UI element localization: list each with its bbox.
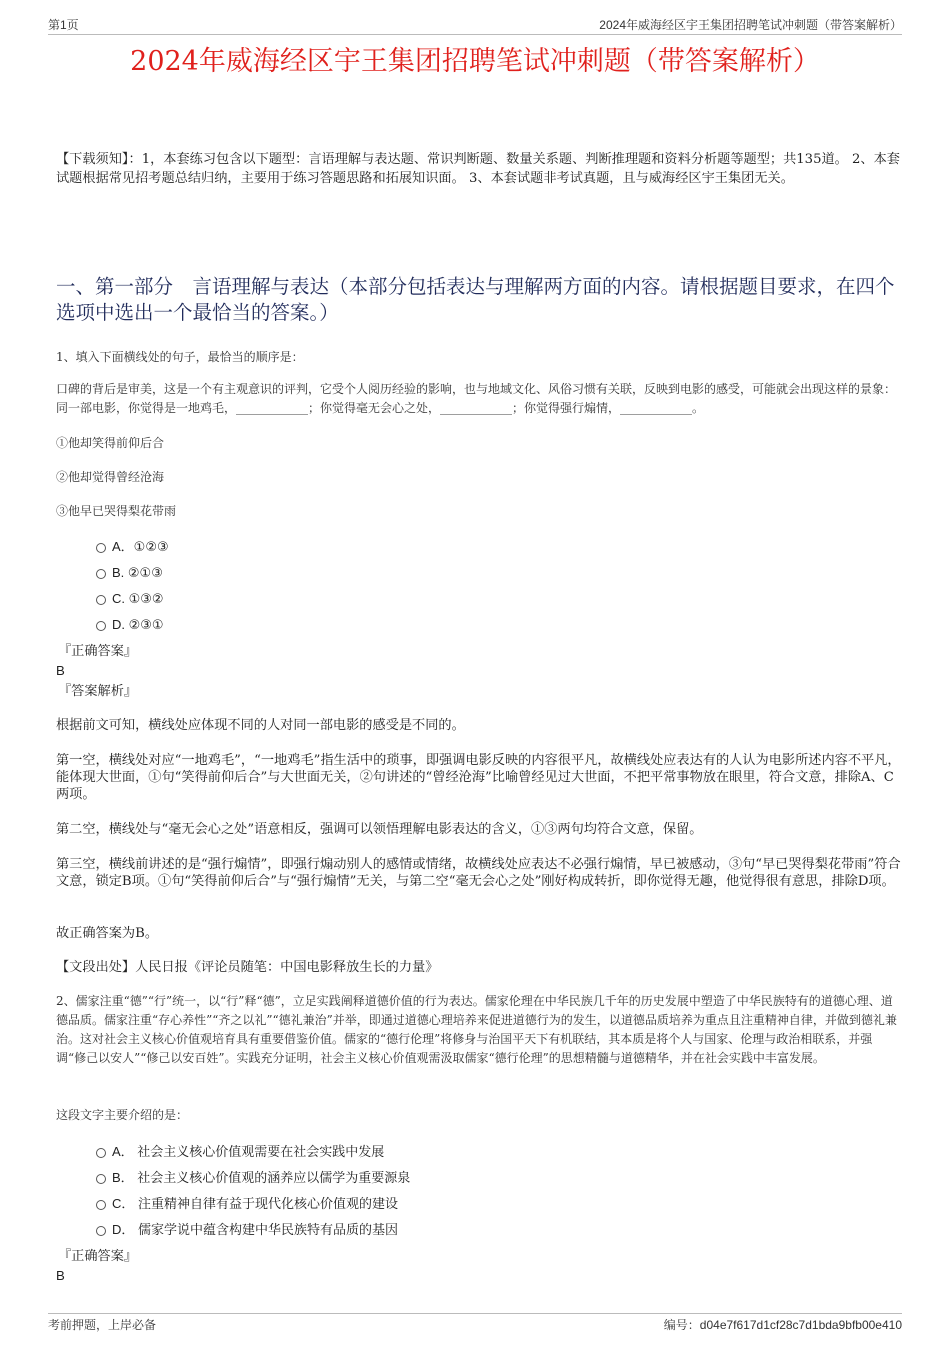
- q1-answer: B: [56, 663, 65, 678]
- q2-option-c[interactable]: C． 注重精神自律有益于现代化核心价值观的建设: [96, 1195, 398, 1214]
- q1-source: 【文段出处】人民日报《评论员随笔：中国电影释放生长的力量》: [56, 960, 439, 975]
- question-1-passage: 口碑的背后是审美，这是一个有主观意识的评判，它受个人阅历经验的影响，也与地域文化、风俗习惯有关联，反映到电影的感受，可能就会出现这样的景象：同一部电影，你觉得是一地鸡毛，____________；你觉得毫无会心之处，____________；你觉得强行煽情，____________。: [56, 382, 897, 415]
- q1-option-d[interactable]: D. ②③①: [96, 616, 164, 635]
- page-number: 第1页: [48, 18, 79, 32]
- q2-option-d[interactable]: D． 儒家学说中蕴含构建中华民族特有品质的基因: [96, 1221, 398, 1240]
- footer-serial: 编号：d04e7f617d1cf28c7d1bda9bfb00e410: [663, 1318, 902, 1332]
- radio-icon[interactable]: [96, 1200, 106, 1210]
- section-heading: 一、第一部分 言语理解与表达（本部分包括表达与理解两方面的内容。请根据题目要求，在四个选项中选出一个最恰当的答案。）: [56, 275, 895, 324]
- q1-option-c[interactable]: C. ①③②: [96, 590, 164, 609]
- question-2-question: 这段文字主要介绍的是：: [56, 1108, 189, 1122]
- question-2-stem: 2、儒家注重“德”“行”统一，以“行”释“德”，立足实践阐释道德价值的行为表达。儒家伦理在中华民族几千年的历史发展中塑造了中华民族特有的道德心理、道德品质。儒家注重“存心养性”“齐之以礼”“德礼兼治”并举，即通过道德心理培养来促进道德行为的发生，以道德品质培养为重点且注重精神自律，并做到德礼兼治。这对社会主义核心价值观培育具有重要借鉴价值。儒家的“德行伦理”将修身与治国平天下有机联结，其本质是将个人与国家、伦理与政治相联系，并强调“修己以安人”“修己以安百姓”。实践充分证明，社会主义核心价值观需汲取儒家“德行伦理”的思想精髓与道德精华，并在社会实践中丰富发展。: [56, 994, 897, 1065]
- radio-icon[interactable]: [96, 1174, 106, 1184]
- document-title: 2024年威海经区宇王集团招聘笔试冲刺题（带答案解析）: [130, 46, 820, 77]
- radio-icon[interactable]: [96, 1148, 106, 1158]
- q2-answer: B: [56, 1268, 65, 1283]
- question-1-item-3: ③他早已哭得梨花带雨: [56, 504, 177, 518]
- question-1-stem: 1、填入下面横线处的句子，最恰当的顺序是：: [56, 350, 304, 364]
- q1-analysis-p1: 根据前文可知，横线处应体现不同的人对同一部电影的感受是不同的。: [56, 718, 465, 733]
- page-header: [48, 14, 902, 35]
- q1-analysis-p2: 第一空，横线处对应“一地鸡毛”，“一地鸡毛”指生活中的琐事，即强调电影反映的内容很平凡，故横线处应表达有的人认为电影所述内容不平凡，能体现大世面，①句“笑得前仰后合”与大世面无关，②句讲述的“曾经沧海”比喻曾经见过大世面，不把平常事物放在眼里，符合文意，排除A、C两项。: [56, 753, 901, 802]
- q1-analysis-p4: 第三空，横线前讲述的是“强行煽情”，即强行煽动别人的感情或情绪，故横线处应表达不必强行煽情，早已被感动，③句“早已哭得梨花带雨”符合文意，锁定B项。①句“笑得前仰后合”与“强行煽情”无关，与第二空“毫无会心之处”刚好构成转折，即你觉得无趣，他觉得很有意思，排除D项。: [56, 857, 901, 889]
- question-1-item-1: ①他却笑得前仰后合: [56, 436, 165, 450]
- radio-icon[interactable]: [96, 543, 106, 553]
- q1-option-a[interactable]: A．①②③: [96, 538, 169, 557]
- q2-option-b[interactable]: B． 社会主义核心价值观的涵养应以儒学为重要源泉: [96, 1169, 410, 1188]
- q1-option-b[interactable]: B. ②①③: [96, 564, 163, 583]
- q1-answer-tag: 『正确答案』: [58, 644, 138, 659]
- page-footer: [48, 1313, 902, 1334]
- radio-icon[interactable]: [96, 1226, 106, 1236]
- radio-icon[interactable]: [96, 621, 106, 631]
- question-1-item-2: ②他却觉得曾经沧海: [56, 470, 165, 484]
- radio-icon[interactable]: [96, 569, 106, 579]
- footer-slogan: 考前押题，上岸必备: [48, 1318, 157, 1332]
- q1-analysis-p3: 第二空，横线处与“毫无会心之处”语意相反，强调可以领悟理解电影表达的含义，①③两句均符合文意，保留。: [56, 822, 703, 837]
- header-doc-title: 2024年威海经区宇王集团招聘笔试冲刺题（带答案解析）: [599, 18, 902, 32]
- q1-analysis-tag: 『答案解析』: [58, 684, 138, 699]
- q2-answer-tag: 『正确答案』: [58, 1249, 138, 1264]
- radio-icon[interactable]: [96, 595, 106, 605]
- q1-analysis-p5: 故正确答案为B。: [56, 926, 159, 941]
- download-notice: 【下载须知】：1，本套练习包含以下题型：言语理解与表达题、常识判断题、数量关系题、判断推理题和资料分析题等题型；共135道。 2、本套试题根据常见招考题总结归纳，主要用于练习答题思路和拓展知识面。 3、本套试题非考试真题，且与威海经区宇王集团无关。: [56, 152, 900, 186]
- q2-option-a[interactable]: A． 社会主义核心价值观需要在社会实践中发展: [96, 1143, 384, 1162]
